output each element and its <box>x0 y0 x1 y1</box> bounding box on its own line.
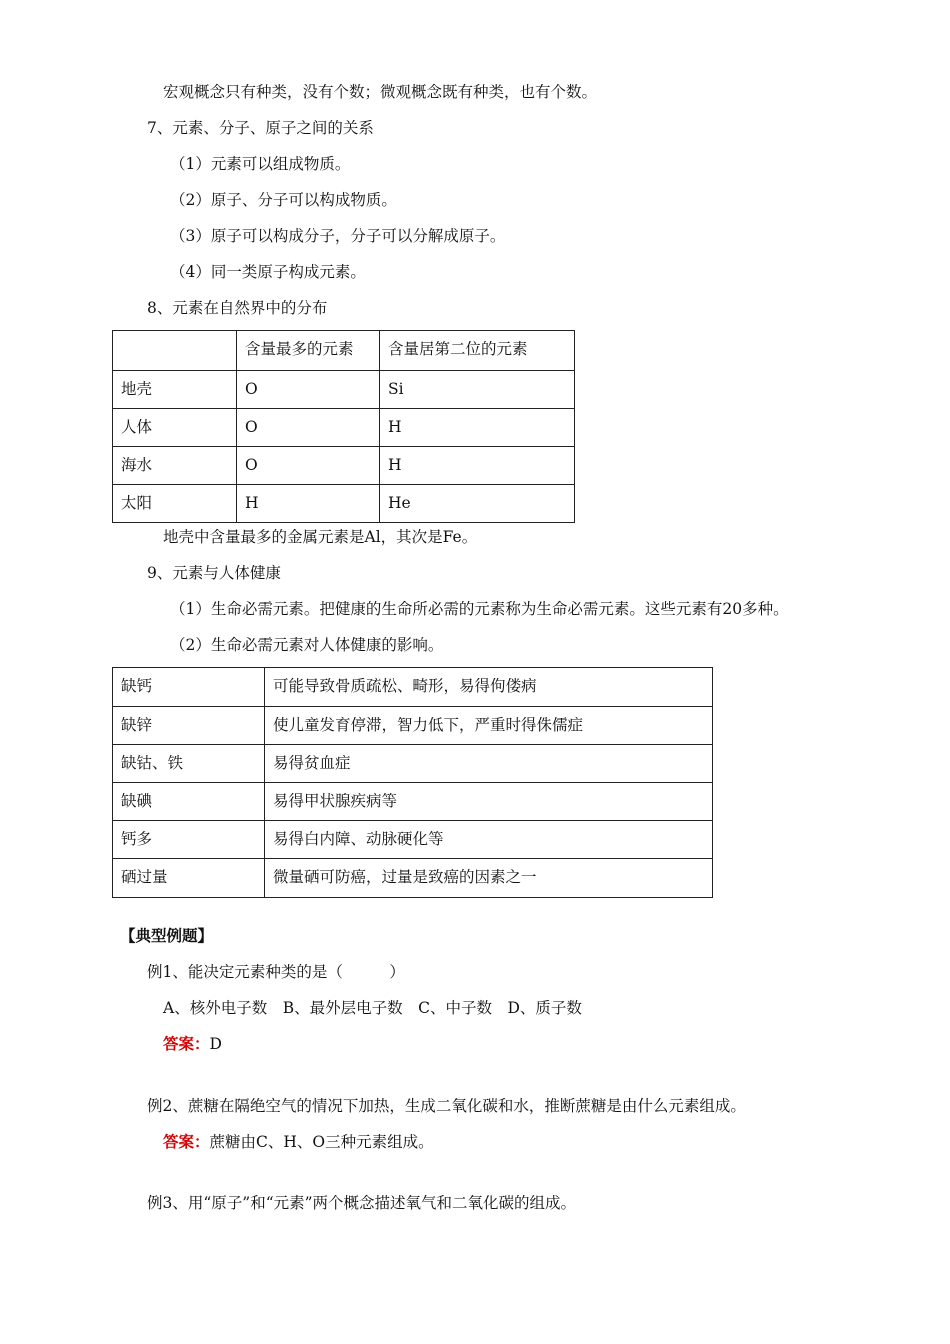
table-cell: 易得甲状腺疾病等 <box>265 783 713 821</box>
section-7-item-1: （1）元素可以组成物质。 <box>170 155 351 173</box>
section-9-item-1: （1）生命必需元素。把健康的生命所必需的元素称为生命必需元素。这些元素有20多种。 <box>170 600 789 618</box>
table-row <box>113 409 575 447</box>
answer-label: 答案： <box>163 1132 210 1151</box>
table-cell: H <box>237 485 380 523</box>
table-row <box>113 485 575 523</box>
answer-text: 蔗糖由C、H、O三种元素组成。 <box>209 1133 434 1151</box>
table-header-row <box>113 331 575 371</box>
table-cell: 缺碘 <box>113 783 265 821</box>
answer-text: D <box>209 1035 222 1053</box>
answer-label: 答案： <box>163 1034 210 1053</box>
table-cell: Si <box>380 371 575 409</box>
table-row <box>113 745 713 783</box>
table-cell: 微量硒可防癌，过量是致癌的因素之一 <box>265 859 713 898</box>
table-row <box>113 447 575 485</box>
table-header-cell <box>113 331 237 371</box>
table-cell: 易得贫血症 <box>265 745 713 783</box>
section-9-heading: 9、元素与人体健康 <box>147 564 281 582</box>
section-7-heading: 7、元素、分子、原子之间的关系 <box>147 119 374 137</box>
table-cell: O <box>237 447 380 485</box>
table-cell: 太阳 <box>113 485 237 523</box>
section-7-item-2: （2）原子、分子可以构成物质。 <box>170 191 397 209</box>
table-cell: 缺锌 <box>113 707 265 745</box>
section-9-item-2: （2）生命必需元素对人体健康的影响。 <box>170 636 444 654</box>
table-cell: 易得白内障、动脉硬化等 <box>265 821 713 859</box>
table-cell: 人体 <box>113 409 237 447</box>
table-cell: 地壳 <box>113 371 237 409</box>
table-cell: O <box>237 371 380 409</box>
table-row <box>113 783 713 821</box>
table-header-cell: 含量居第二位的元素 <box>380 331 575 371</box>
table-cell: 海水 <box>113 447 237 485</box>
element-distribution-table <box>112 330 575 523</box>
table-cell: 钙多 <box>113 821 265 859</box>
paragraph-macro-micro: 宏观概念只有种类，没有个数；微观概念既有种类，也有个数。 <box>163 83 598 101</box>
table-cell: 使儿童发育停滞，智力低下，严重时得侏儒症 <box>265 707 713 745</box>
example-1-answer <box>163 1034 222 1054</box>
table-row <box>113 859 713 898</box>
table-row <box>113 821 713 859</box>
section-8-heading: 8、元素在自然界中的分布 <box>147 299 328 317</box>
example-1-question: 例1、能决定元素种类的是（ ） <box>147 963 405 981</box>
table-header-cell: 含量最多的元素 <box>237 331 380 371</box>
table-cell: H <box>380 409 575 447</box>
table-cell: He <box>380 485 575 523</box>
example-2-question: 例2、蔗糖在隔绝空气的情况下加热，生成二氧化碳和水，推断蔗糖是由什么元素组成。 <box>147 1097 746 1115</box>
element-health-table <box>112 667 713 898</box>
example-3-question: 例3、用“原子”和“元素”两个概念描述氧气和二氧化碳的组成。 <box>147 1194 577 1212</box>
section-7-item-3: （3）原子可以构成分子，分子可以分解成原子。 <box>170 227 506 245</box>
table-cell: H <box>380 447 575 485</box>
section-7-item-4: （4）同一类原子构成元素。 <box>170 263 366 281</box>
table-cell: O <box>237 409 380 447</box>
table-cell: 硒过量 <box>113 859 265 898</box>
note-metal-elements: 地壳中含量最多的金属元素是Al，其次是Fe。 <box>163 528 478 546</box>
table-cell: 可能导致骨质疏松、畸形，易得佝偻病 <box>265 668 713 707</box>
table-row <box>113 668 713 707</box>
table-row <box>113 707 713 745</box>
table-cell: 缺钙 <box>113 668 265 707</box>
example-1-options: A、核外电子数 B、最外层电子数 C、中子数 D、质子数 <box>163 999 582 1017</box>
table-row <box>113 371 575 409</box>
example-2-answer <box>163 1132 434 1152</box>
examples-heading: 【典型例题】 <box>120 926 214 945</box>
table-cell: 缺钴、铁 <box>113 745 265 783</box>
